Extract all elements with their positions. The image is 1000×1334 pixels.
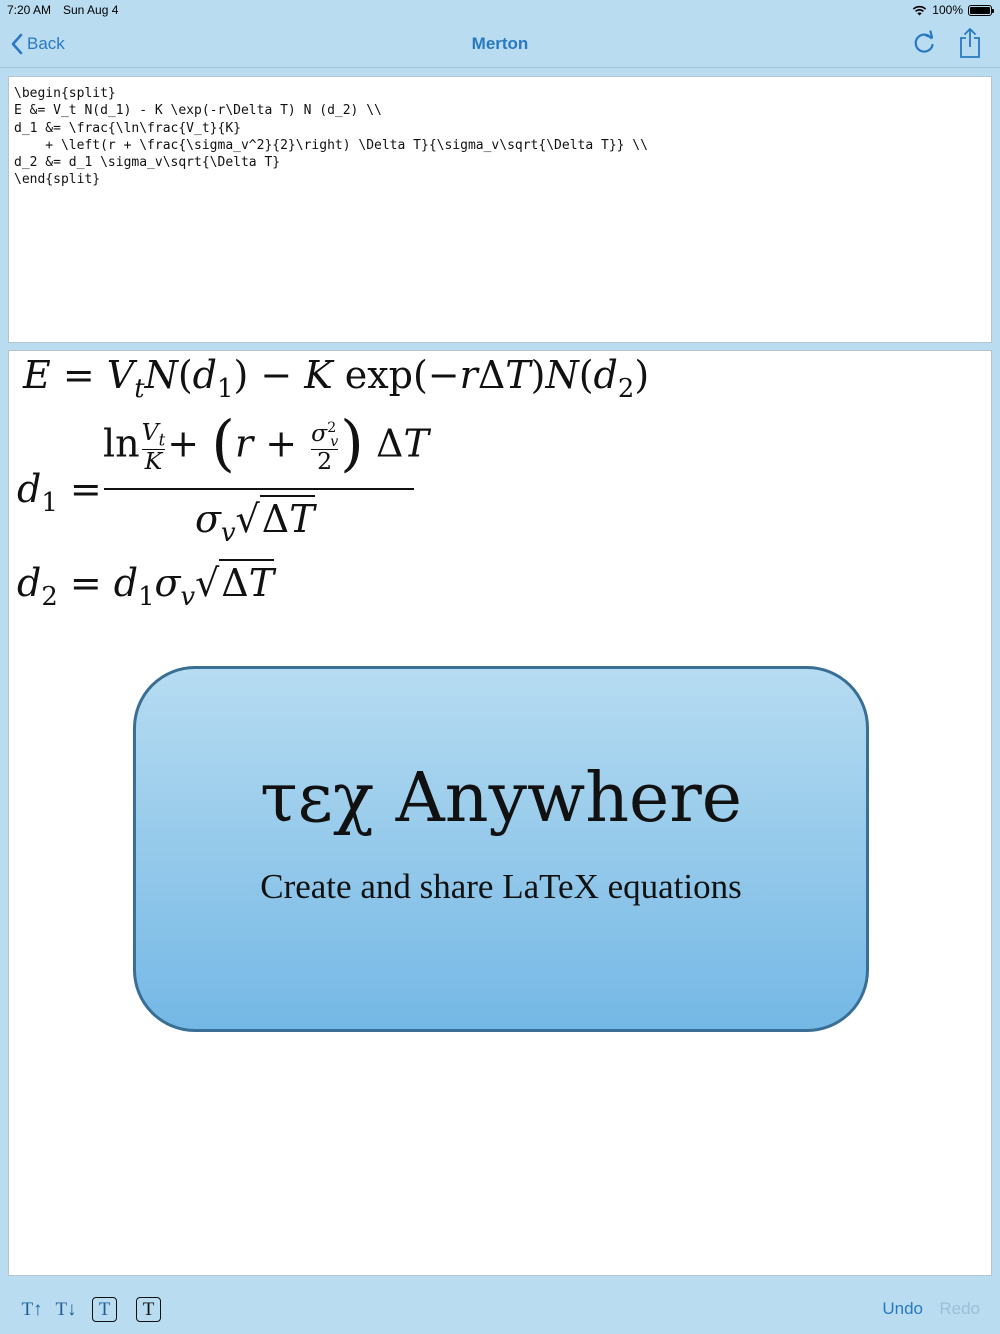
text-style-button[interactable]: T (92, 1297, 117, 1322)
wifi-icon (912, 5, 927, 16)
battery-percent: 100% (932, 3, 963, 17)
refresh-button[interactable] (911, 29, 937, 62)
refresh-icon (911, 29, 937, 57)
text-style-bold-button[interactable]: T (136, 1297, 161, 1322)
latex-source-text[interactable]: \begin{split} E &= V_t N(d_1) - K \exp(-r\Delta T) N (d_2) \\ d_1 &= \frac{\ln\frac{V_t}{K} + \left(r + \frac{\sigma_v^2}{2}\right) \Delta T}{\sigma_v\sqrt{\Delta T}} \\ d_2 &= d_1 \sigma_v\sqrt{\Delta T} \end{split} (14, 86, 648, 188)
rendered-equation-d1-denominator: $\sigma_v√\Delta T$ (195, 497, 315, 549)
font-size-decrease-button[interactable]: T↓ (55, 1299, 77, 1320)
back-label: Back (27, 34, 65, 53)
status-bar (0, 0, 1000, 20)
rendered-equation-d2: $d_2 = d_1\sigma_v√\Delta T$ (17, 561, 275, 613)
bottom-toolbar (0, 1284, 1000, 1334)
rendered-equation-d1-numerator: ln $\frac{V_t}{K}$ + (r + $\frac{\sigma^2_v}{2}$ ) ΔT (103, 409, 429, 479)
redo-button[interactable]: Redo (939, 1299, 980, 1318)
tex-anywhere-logo-card (133, 666, 869, 1032)
status-indicators (912, 0, 992, 20)
navigation-bar (0, 20, 1000, 68)
equation-preview (8, 350, 992, 1276)
status-time: 7:20 AM (7, 3, 52, 17)
page-title: Merton (471, 34, 529, 53)
share-icon (958, 27, 982, 59)
battery-icon (968, 5, 992, 16)
logo-title: τεχ Anywhere (260, 759, 742, 838)
undo-button[interactable]: Undo (882, 1299, 923, 1318)
status-date: Sun Aug 4 (63, 3, 119, 17)
fraction-bar (104, 488, 414, 490)
rendered-equation-d1-label: $d_1$ = (17, 467, 102, 519)
latex-editor[interactable] (8, 76, 992, 343)
logo-subtitle: Create and share LaTeX equations (260, 867, 742, 906)
rendered-equation-e: $E = V_tN(d_1) - K$ $\exp(-r\Delta T)N(d_2)$ (23, 353, 650, 405)
share-button[interactable] (958, 27, 982, 64)
font-size-increase-button[interactable]: T↑ (21, 1299, 43, 1320)
